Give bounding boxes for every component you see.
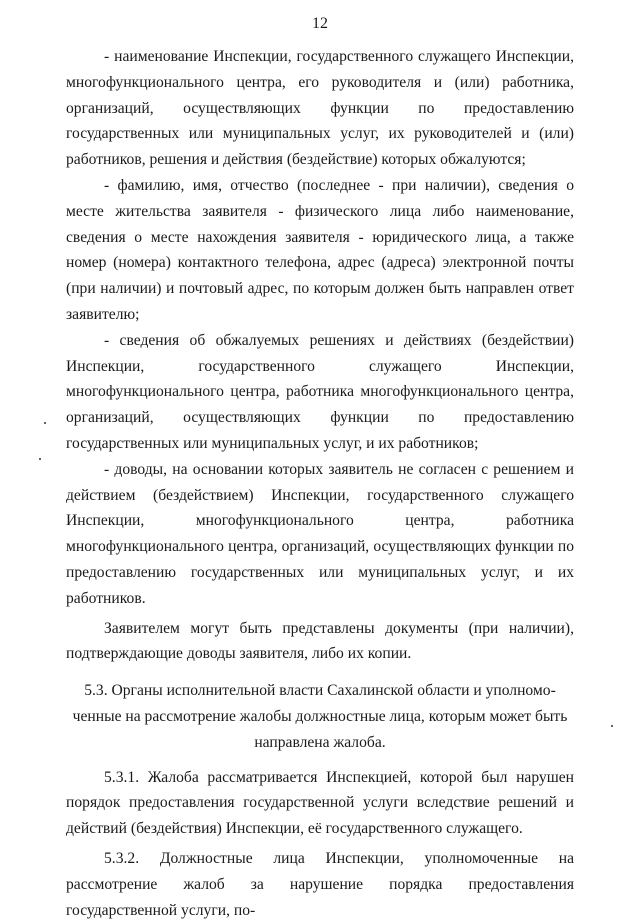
paragraph-appealed-decisions: - сведения об обжалуемых решениях и действиях (бездействии) Инспекции, государственного служащего Инспекции, многофункционального центра, работника многофункционального центра, организаций, осуществляющих функции по предоставлению государственных или муниципальных услуг, и их работников; [66,331,574,452]
paragraph-supporting-documents: Заявителем могут быть представлены документы (при наличии), подтверждающие доводы заявителя, либо их копии. [66,619,574,663]
paragraph-complaint-subject: - наименование Инспекции, государственного служащего Инспекции, многофункционального центра, его руководителя и (или) работника, организаций, осуществляющих функции по предоставлению государственных или муниципальных услуг, их руководителей и (или) работников, решения и действия (бездействие) которых обжалуются; [66,48,574,169]
scan-speck [611,725,613,727]
subsection-5-3-2: 5.3.2. Должностные лица Инспекции, уполномоченные на рассмотрение жалоб за нарушение порядка предоставления государственной услуги, по- [66,849,574,919]
scan-speck [39,458,41,460]
document-body [66,44,574,923]
page-number: 12 [312,15,328,32]
section-heading-line: ченные на рассмотрение жалобы должностные лица, которым может быть [72,707,568,725]
section-heading-line: направлена жалоба. [254,733,386,751]
section-heading-line: 5.3. Органы исполнительной власти Сахалинской области и уполномо- [84,682,556,700]
section-heading-5-3 [66,678,574,755]
paragraph-applicant-details: - фамилию, имя, отчество (последнее - при наличии), сведения о месте жительства заявителя - физического лица либо наименование, сведения о месте нахождения заявителя - юридического лица, а также номер (номера) контактного телефона, адрес (адреса) электронной почты (при наличии) и почтовый адрес, по которым должен быть направлен ответ заявителю; [66,176,574,323]
scan-speck [44,422,46,424]
paragraph-arguments: - доводы, на основании которых заявитель не согласен с решением и действием (бездействием) Инспекции, государственного служащего Инспекции, многофункционального центра, работника многофункционального центра, организаций, осуществляющих функции по предоставлению государственных или муниципальных услуг, и их работников. [66,460,574,607]
subsection-5-3-1: 5.3.1. Жалоба рассматривается Инспекцией, которой был нарушен порядок предоставления государственной услуги вследствие решений и действий (бездействия) Инспекции, её государственного служащего. [66,768,574,838]
